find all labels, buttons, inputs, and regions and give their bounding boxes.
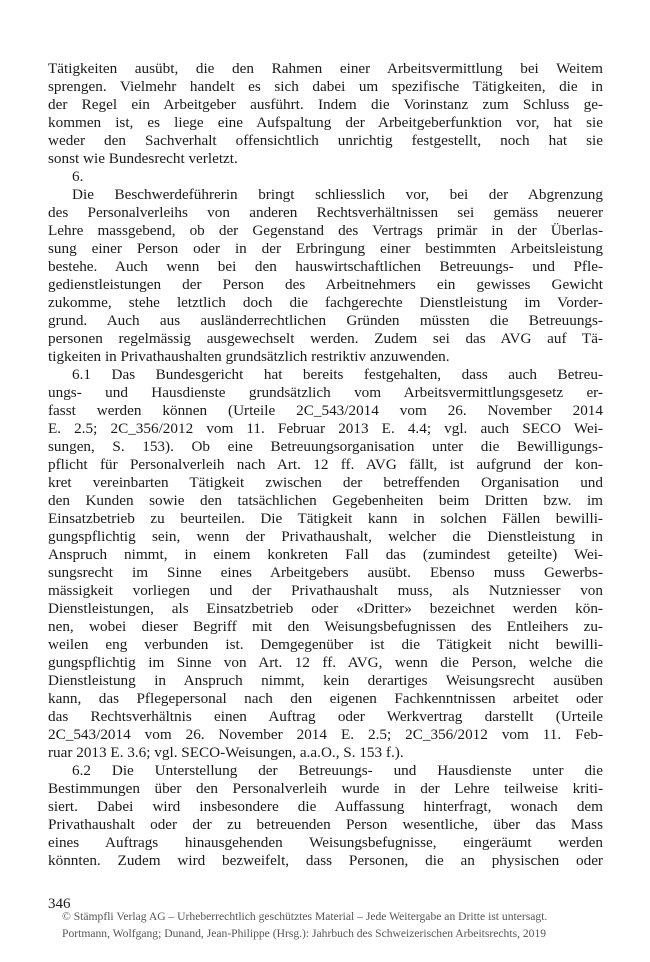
text-line: mässigkeit vorliegen und der Privathaushalt muss, als Nutzniesser von [48, 582, 603, 599]
text-line: bestehe. Auch wenn bei den hauswirtschaftlichen Betreuungs- und Pfle- [48, 258, 603, 275]
text-line: kret vereinbarten Tätigkeit zwischen der betreffenden Organisation und [48, 474, 603, 491]
page-number: 346 [48, 896, 71, 912]
text-line: gedienstleistungen der Person des Arbeitnehmers ein gewisses Gewicht [48, 276, 603, 293]
text-line: Lehre massgebend, ob der Gegenstand des Vertrags primär in der Überlas- [48, 222, 603, 239]
text-line: sung einer Person oder in der Erbringung einer bestimmten Arbeitsleistung [48, 240, 603, 257]
text-line: ruar 2013 E. 3.6; vgl. SECO-Weisungen, a.a.O., S. 153 f.). [48, 744, 404, 761]
text-line: 2C_543/2014 vom 26. November 2014 E. 2.5; 2C_356/2012 vom 11. Feb- [48, 726, 603, 743]
text-line: E. 2.5; 2C_356/2012 vom 11. Februar 2013 E. 4.4; vgl. auch SECO Wei- [48, 420, 603, 437]
text-line: Anspruch nimmt, in einem konkreten Fall das (zumindest geteilte) Wei- [48, 546, 603, 563]
citation-line: Portmann, Wolfgang; Dunand, Jean-Philippe (Hrsg.): Jahrbuch des Schweizerischen Arbeitsrechts, 2019 [62, 927, 547, 940]
text-line: gungspflichtig sein, wenn der Privathaushalt, welcher die Dienstleistung in [48, 528, 603, 545]
body-text [48, 60, 603, 870]
text-line: sungsrecht im Sinne eines Arbeitgebers ausübt. Ebenso muss Gewerbs- [48, 564, 603, 581]
text-line: weder den Sachverhalt offensichtlich unrichtig festgestellt, noch hat sie [48, 132, 603, 149]
text-line: den Kunden sowie den tatsächlichen Gegebenheiten beim Dritten bzw. im [48, 492, 603, 509]
text-line: Dienstleistungen, als Einsatzbetrieb oder «Dritter» bezeichnet werden kön- [48, 600, 603, 617]
text-line: könnten. Zudem wird bezweifelt, dass Personen, die an physischen oder [48, 852, 603, 869]
text-line: das Rechtsverhältnis einen Auftrag oder Werkvertrag darstellt (Urteile [48, 708, 603, 725]
text-line: ungs- und Hausdienste grundsätzlich vom Arbeitsvermittlungsgesetz er- [48, 384, 603, 401]
copyright-notice: © Stämpfli Verlag AG – Urheberrechtlich geschütztes Material – Jede Weitergabe an Dritte ist untersagt. [62, 910, 548, 923]
text-line: fasst werden können (Urteile 2C_543/2014 vom 26. November 2014 [48, 402, 603, 419]
text-line: der Regel ein Arbeitgeber ausführt. Indem die Vorinstanz zum Schluss ge- [48, 96, 603, 113]
text-line: des Personalverleihs von anderen Rechtsverhältnissen sei gemäss neuerer [48, 204, 603, 221]
text-line: Tätigkeiten ausübt, die den Rahmen einer Arbeitsvermittlung bei Weitem [48, 60, 603, 77]
text-line: pflicht für Personalverleih nach Art. 12 ff. AVG fällt, ist aufgrund der kon- [48, 456, 603, 473]
text-line: kann, das Pflegepersonal nach den eigenen Fachkenntnissen arbeitet oder [48, 690, 603, 707]
text-line: tigkeiten in Privathaushalten grundsätzlich restriktiv anzuwenden. [48, 348, 450, 365]
text-line: Privathaushalt oder der zu betreuenden Person wesentliche, über das Mass [48, 816, 603, 833]
text-line: sonst wie Bundesrecht verletzt. [48, 150, 238, 167]
text-line: gungspflichtig im Sinne von Art. 12 ff. AVG, wenn die Person, welche die [48, 654, 603, 671]
text-line: Die Beschwerdeführerin bringt schliesslich vor, bei der Abgrenzung [72, 186, 603, 203]
text-line: 6.1 Das Bundesgericht hat bereits festgehalten, dass auch Betreu- [72, 366, 603, 383]
text-line: Dienstleistung in Anspruch nimmt, kein derartiges Weisungsrecht ausüben [48, 672, 603, 689]
text-line: zukomme, stehe letztlich doch die fachgerechte Dienstleistung im Vorder- [48, 294, 603, 311]
text-line: siert. Dabei wird insbesondere die Auffassung hinterfragt, wonach dem [48, 798, 603, 815]
text-line: 6.2 Die Unterstellung der Betreuungs- und Hausdienste unter die [72, 762, 603, 779]
text-line: personen regelmässig ausgewechselt werden. Zudem sei das AVG auf Tä- [48, 330, 603, 347]
text-line: Bestimmungen über den Personalverleih wurde in der Lehre teilweise kriti- [48, 780, 603, 797]
text-line: Einsatzbetrieb zu beurteilen. Die Tätigkeit kann in solchen Fällen bewilli- [48, 510, 603, 527]
text-line: weilen eng verbunden ist. Demgegenüber ist die Tätigkeit nicht bewilli- [48, 636, 603, 653]
text-line: sungen, S. 153). Ob eine Betreuungsorganisation unter die Bewilligungs- [48, 438, 603, 455]
text-line: nen, wobei dieser Begriff mit den Weisungsbefugnissen des Entleihers zu- [48, 618, 603, 635]
text-line: kommen ist, es liege eine Aufspaltung der Arbeitgeberfunktion vor, hat sie [48, 114, 603, 131]
text-line: sprengen. Vielmehr handelt es sich dabei um spezifische Tätigkeiten, die in [48, 78, 603, 95]
text-line: grund. Auch aus ausländerrechtlichen Gründen müssten die Betreuungs- [48, 312, 603, 329]
text-line: 6. [72, 168, 84, 185]
text-line: eines Auftrags hinausgehenden Weisungsbefugnisse, eingeräumt werden [48, 834, 603, 851]
